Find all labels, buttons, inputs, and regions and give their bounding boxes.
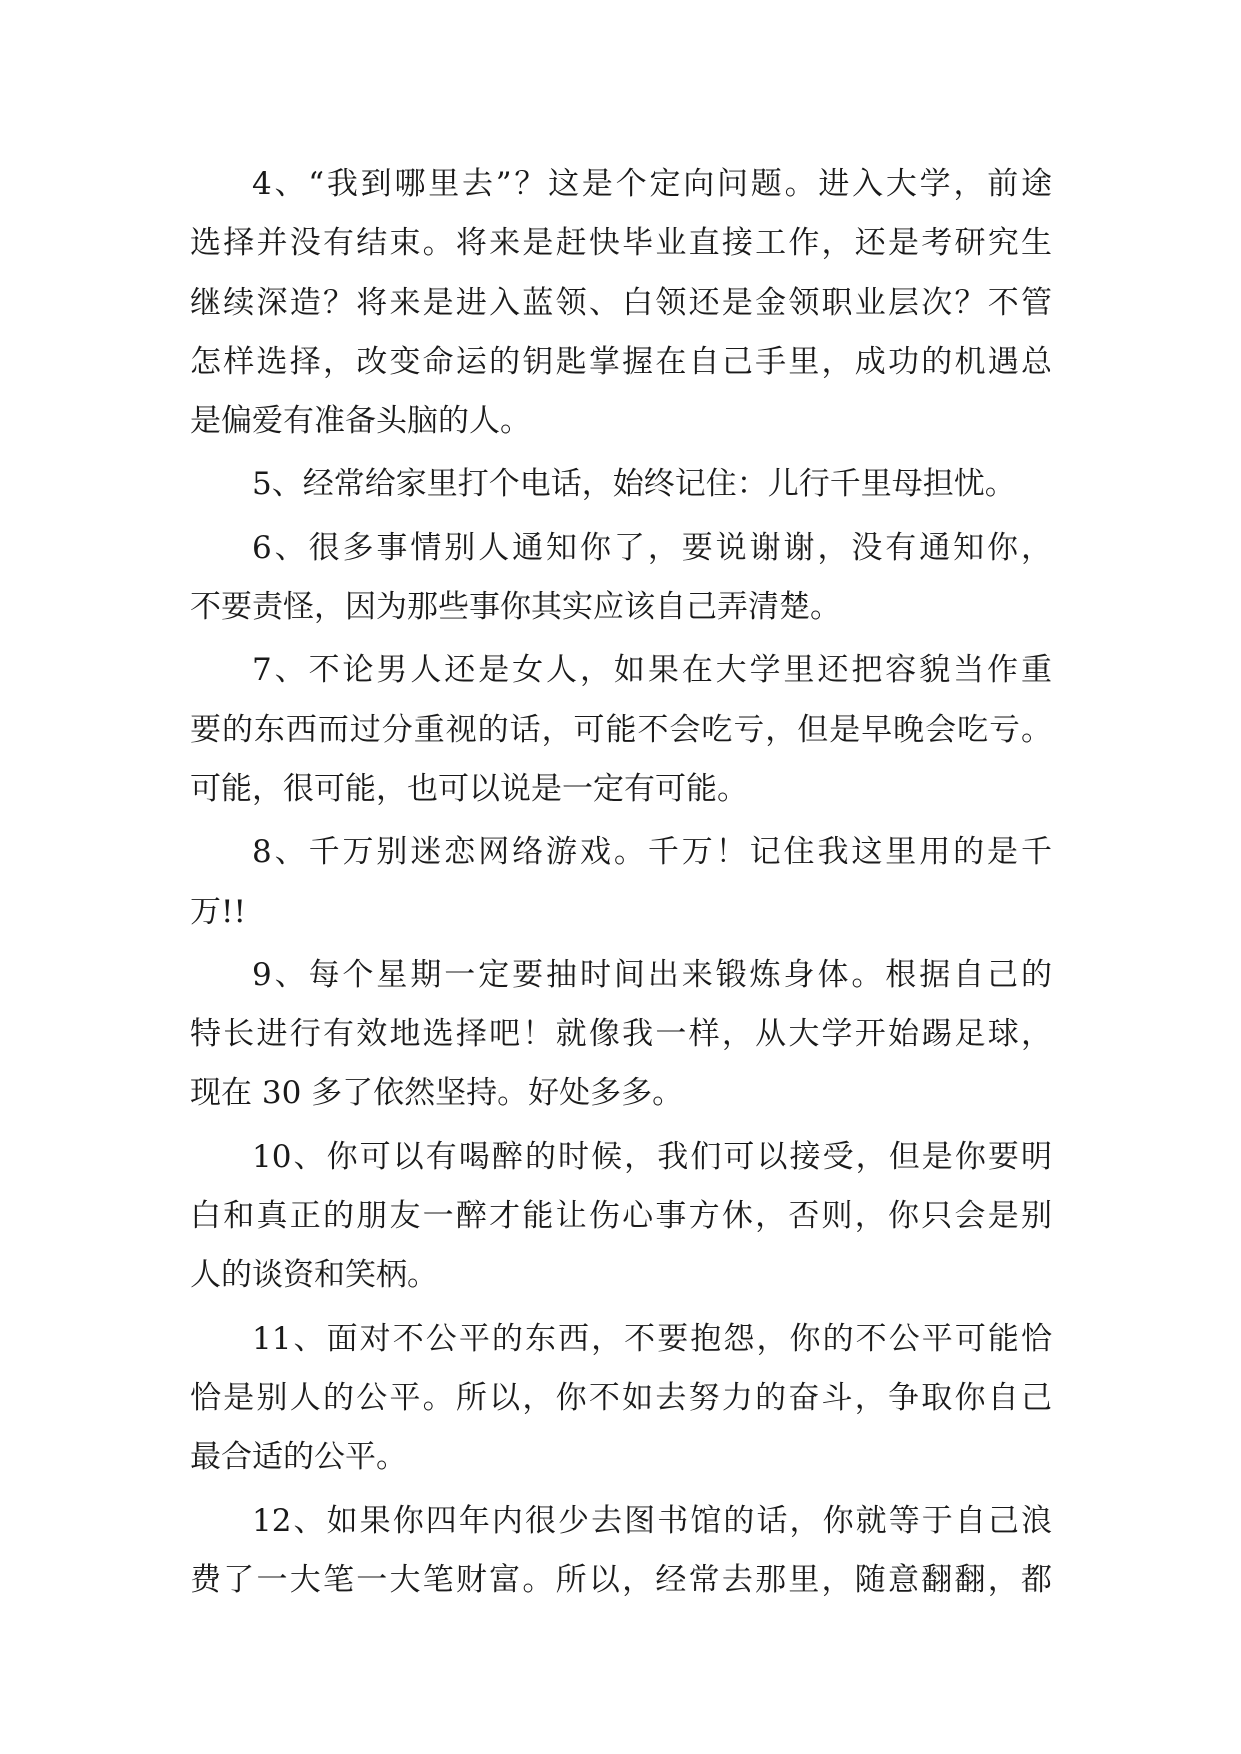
text-line: 选择并没有结束。将来是赶快毕业直接工作，还是考研究生 (190, 225, 1052, 262)
text-line: 不要责怪，因为那些事你其实应该自己弄清楚。 (190, 589, 841, 626)
paragraph-4 (190, 155, 1052, 451)
paragraph-12 (190, 1492, 1052, 1611)
text-line: 要的东西而过分重视的话，可能不会吃亏，但是早晚会吃亏。 (190, 711, 1052, 748)
text-line: 是偏爱有准备头脑的人。 (190, 403, 531, 440)
document-body (190, 155, 1052, 1614)
text-line: 费了一大笔一大笔财富。所以，经常去那里，随意翻翻，都 (190, 1561, 1052, 1598)
text-line: 5、经常给家里打个电话，始终记住：儿行千里母担忧。 (252, 466, 1016, 503)
paragraph-5 (190, 455, 1052, 514)
text-line: 现在 30 多了依然坚持。好处多多。 (190, 1075, 684, 1112)
text-line: 人的谈资和笑柄。 (190, 1257, 438, 1294)
text-line: 11、面对不公平的东西，不要抱怨，你的不公平可能恰 (252, 1320, 1052, 1357)
text-line: 10、你可以有喝醉的时候，我们可以接受，但是你要明 (252, 1138, 1052, 1175)
text-line: 7、不论男人还是女人，如果在大学里还把容貌当作重 (252, 652, 1052, 689)
paragraph-9 (190, 946, 1052, 1124)
text-line: 8、千万别迷恋网络游戏。千万！记住我这里用的是千 (252, 834, 1052, 871)
text-line: 万!! (190, 893, 246, 930)
paragraph-6 (190, 519, 1052, 638)
paragraph-7 (190, 641, 1052, 819)
text-line: 12、如果你四年内很少去图书馆的话，你就等于自己浪 (252, 1502, 1052, 1539)
text-line: 4、“我到哪里去”？这是个定向问题。进入大学，前途 (252, 166, 1052, 202)
text-line: 白和真正的朋友一醉才能让伤心事方休，否则，你只会是别 (190, 1198, 1052, 1235)
text-line: 继续深造？将来是进入蓝领、白领还是金领职业层次？不管 (190, 284, 1052, 321)
paragraph-10 (190, 1128, 1052, 1306)
paragraph-11 (190, 1310, 1052, 1488)
text-line: 最合适的公平。 (190, 1439, 407, 1476)
text-line: 怎样选择，改变命运的钥匙掌握在自己手里，成功的机遇总 (190, 343, 1052, 380)
text-line: 可能，很可能，也可以说是一定有可能。 (190, 770, 748, 807)
text-line: 恰是别人的公平。所以，你不如去努力的奋斗，争取你自己 (190, 1379, 1052, 1416)
text-line: 特长进行有效地选择吧！就像我一样，从大学开始踢足球， (190, 1016, 1052, 1053)
text-line: 9、每个星期一定要抽时间出来锻炼身体。根据自己的 (252, 956, 1052, 993)
paragraph-8 (190, 823, 1052, 942)
text-line: 6、很多事情别人通知你了，要说谢谢，没有通知你， (252, 529, 1052, 566)
